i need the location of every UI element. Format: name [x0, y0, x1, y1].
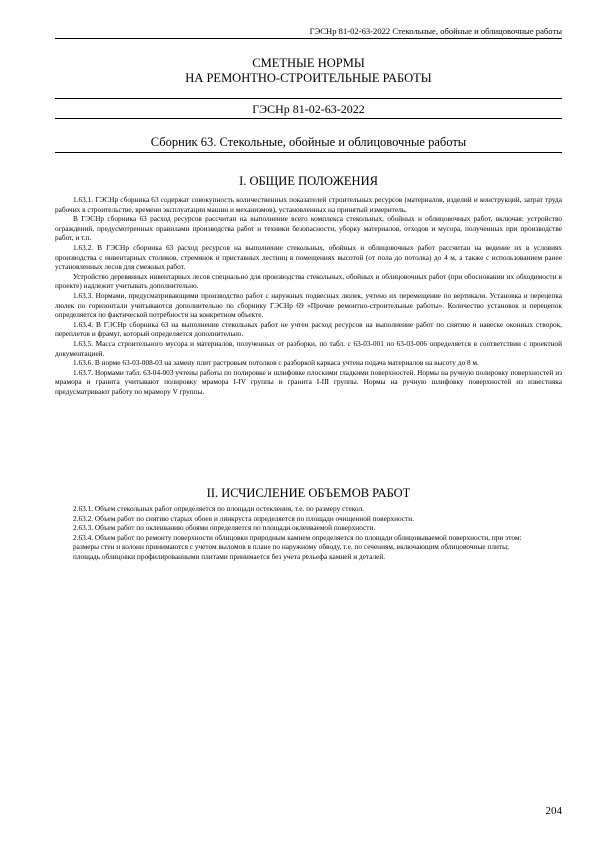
section-1-heading: I. ОБЩИЕ ПОЛОЖЕНИЯ: [239, 174, 378, 188]
paragraph: 2.63.2. Объем работ по снятию старых обоев и линкруста определяется по площади очищенной поверхности.: [73, 513, 415, 523]
paragraph: 1.63.2. В ГЭСНр сборника 63 расход ресурсов на выполнение стекольных, обойных и облицовочных работ рассчитан на ведение их в условиях производства с инвентарных столиков, стремянок и приставных лестниц в помещениях высотой (от пола до потолка) до 4 м, а также с использованием ранее установленных лесов для смежных работ.: [55, 242, 562, 272]
paragraph: 2.63.1. Объем стекольных работ определяется по площади остекления, т.е. по размеру стекол.: [73, 504, 364, 513]
norm-code-title: ГЭСНр 81-02-63-2022: [55, 98, 562, 119]
paragraph: 1.63.4. В ГЭСНр сборника 63 на выполнение стекольных работ не учтен расход ресурсов на выполнение работ по снятию и навеске оконных створок, переплетов и фрамуг, который определяется дополнительно.: [55, 319, 562, 339]
main-title-line1: СМЕТНЫЕ НОРМЫ: [252, 56, 365, 70]
paragraph: Устройство деревянных инвентарных лесов специально для производства стекольных, обойных и облицовочных работ (при обосновании их обходимости в проекте) надлежит учитывать дополнительно.: [55, 271, 562, 291]
paragraph: 1.63.5. Масса строительного мусора и материалов, полученных от разборки, по табл. с 63-03-001 по 63-03-006 определяется в соответствии с проектной документацией.: [55, 338, 562, 358]
paragraph: 1.63.3. Нормами, предусматривающими производство работ с наружных подвесных люлек, учтено их перемещение по вертикали. Установка и перецепка люлек по горизонтали учитываются дополнительно по сборнику ГЭСНр 69 «Прочие ремонтно-строительные работы». Количество установок и перецепок определяется по фактической потребности на конкретном объекте.: [55, 290, 562, 320]
paragraph: 2.63.4. Объем работ по ремонту поверхности облицовки природным камнем определяется по площади облицовываемой поверхности, при этом:: [73, 532, 522, 542]
section-1-body: [55, 195, 562, 396]
main-title: [55, 56, 562, 86]
main-title-line2: НА РЕМОНТНО-СТРОИТЕЛЬНЫЕ РАБОТЫ: [185, 71, 432, 85]
paragraph: 2.63.3. Объем работ по оклеиванию обоями определяется по площади оклеиваемой поверхности.: [73, 523, 376, 533]
running-header: ГЭСНр 81-02-63-2022 Стекольные, обойные и облицовочные работы: [55, 26, 562, 39]
paragraph: В ГЭСНр сборника 63 расход ресурсов рассчитан на выполнение всего комплекса стекольных, обойных и облицовочных работ, включая: устройство ограждений, предусмотренных правилами производства работ и техники безопасности, уборку материалов, отходов и мусора, полученных при производстве работ, и т.п.: [55, 214, 562, 243]
paragraph: 1.63.6. В норме 63-03-008-03 на замену плит растровым потолков с разборкой каркаса учтена подача материалов на высоту до 8 м.: [73, 358, 479, 368]
collection-title: Сборник 63. Стекольные, обойные и облицовочные работы: [55, 135, 562, 153]
paragraph: 1.63.7. Нормами табл. 63-04-003 учтены работы по полировке и шлифовке плоскими гладкими поверхностей. Нормы на ручную полировку поверхностей из мрамора и гранита учитывают полировку мрамора I-IV группы и гранита I-III группы. Нормы на ручную шлифовку поверхностей из известняка предусматривают работу по мрамору V группы.: [55, 367, 562, 396]
paragraph: 1.63.1. ГЭСНр сборника 63 содержат совокупность количественных показателей строительных ресурсов (материалов, изделий и конструкций, затрат труда рабочих в строительстве, времени эксплуатации машин и механизмов), установленных на принятый измеритель.: [55, 195, 562, 214]
page-number: 204: [545, 805, 562, 817]
section-2-body: [55, 504, 562, 562]
paragraph: размеры стен и колонн принимаются с учетом выломов в плане по наружному обводу, т.е. по сечениям, включающим облицовочные плиты;: [73, 542, 509, 552]
paragraph: площадь облицовки профилированными плитами принимается без учета рельефа камней и деталей.: [73, 551, 386, 561]
section-2-heading: II. ИСЧИСЛЕНИЕ ОБЪЕМОВ РАБОТ: [206, 486, 411, 500]
